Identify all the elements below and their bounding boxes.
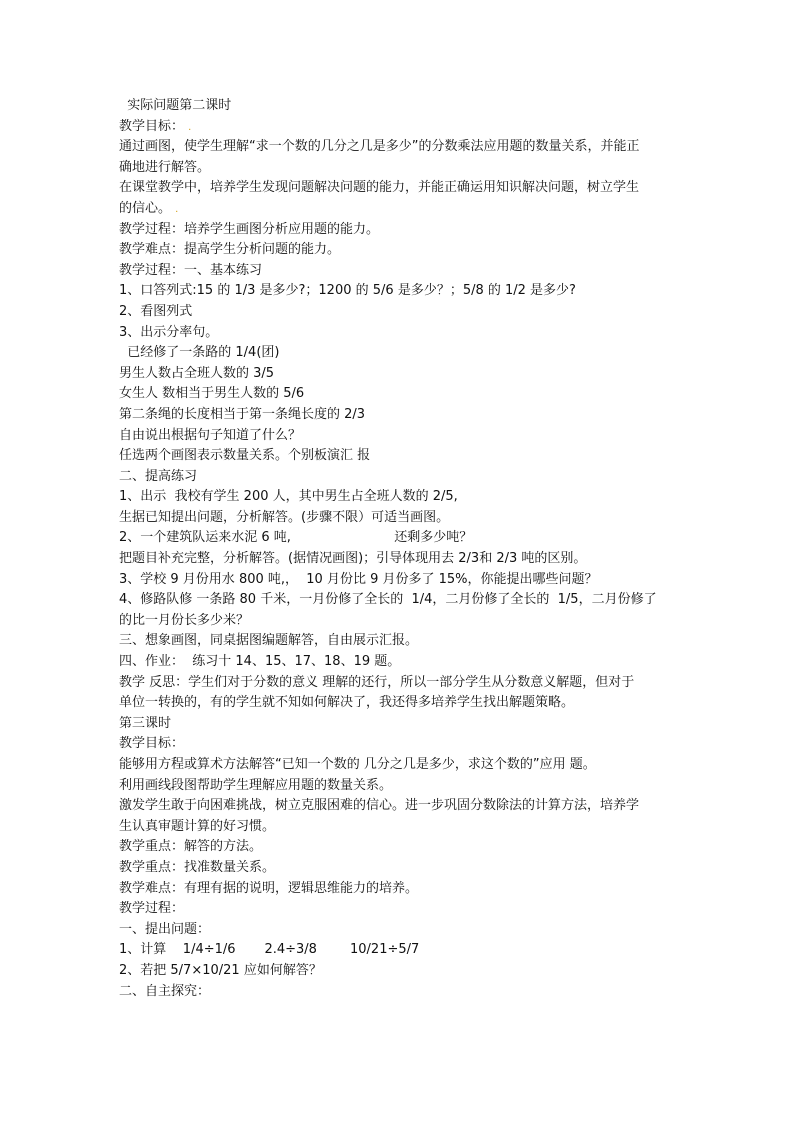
- text-line: 四、作业： 练习十 14、15、17、18、19 题。: [119, 654, 401, 670]
- text-line: 通过画图，使学生理解“求一个数的几分之几是多少”的分数乘法应用题的数量关系，并能正: [119, 139, 640, 155]
- text-line: [119, 199, 679, 220]
- text-line: 自由说出根据句子知道了什么？: [119, 427, 302, 443]
- text-line: 教学 反思：学生们对于分数的意义 理解的还行，所以一部分学生从分数意义解题，但对于: [119, 674, 635, 690]
- text-line: 能够用方程或算术方法解答“已知一个数的 几分之几是多少，求这个数的”应用 题。: [119, 757, 596, 772]
- text-line: 2、一个建筑队运来水泥 6 吨, 还剩多少吨？: [119, 530, 473, 546]
- teaching-goal-heading-text: 教学目标：: [119, 118, 185, 134]
- teaching-goal-heading: [119, 117, 679, 138]
- text-line: 生认真审题计算的好习惯。: [119, 818, 276, 834]
- text-line: 男生人数占全班人数的 3/5: [119, 365, 275, 381]
- edit-mark: .: [188, 121, 192, 133]
- text-line: 的比一月份长多少米？: [119, 612, 250, 628]
- text-line: 二、自主探究：: [119, 983, 211, 999]
- text-line: 2、若把 5/7×10/21 应如何解答？: [119, 962, 322, 978]
- text-line: 第二条绳的长度相当于第一条绳长度的 2/3: [119, 406, 366, 422]
- text-line: 2、看图列式: [119, 303, 193, 319]
- text-line: 4、修路队修 一条路 80 千米，一月份修了全长的 1/4，二月份修了全长的 1/5，二月份修了: [119, 592, 657, 608]
- text-line: 教学过程：: [119, 901, 185, 917]
- section-heading: 第三课时: [119, 715, 172, 731]
- text-line: 1、计算 1/4÷1/6 2.4÷3/8 10/21÷5/7: [119, 942, 420, 958]
- text-line: 教学难点：提高学生分析问题的能力。: [119, 242, 341, 258]
- text-line: 任选两个画图表示数量关系。个别板演汇 报: [119, 448, 371, 464]
- text-line: 单位一转换的，有的学生就不知如何解决了，我还得多培养学生找出解题策略。: [119, 695, 575, 711]
- text-line: 教学过程：一、基本练习: [119, 262, 263, 278]
- text-line: 教学目标：: [119, 736, 185, 752]
- text-line: 3、学校 9 月份用水 800 吨,， 10 月份比 9 月份多了 15%，你能提出哪些问题？: [119, 571, 598, 587]
- text-line: 已经修了一条路的 1/4(团): [119, 345, 280, 361]
- text-line-content: 的信心。: [119, 200, 172, 216]
- text-line: 确地进行解答。: [119, 159, 211, 175]
- text-line: 三、想象画图，同桌据图编题解答，自由展示汇报。: [119, 633, 419, 649]
- document-body: [119, 96, 679, 1002]
- section-heading: 二、提高练习: [119, 468, 198, 484]
- text-line: 教学重点：解答的方法。: [119, 839, 263, 855]
- text-line: 把题目补充完整，分析解答。(据情况画图)；引导体现用去 2/3和 2/3 吨的区别。: [119, 551, 587, 567]
- edit-mark: .: [175, 203, 179, 215]
- text-line: 教学重点：找准数量关系。: [119, 859, 276, 875]
- text-line: 教学难点：有理有据的说明，逻辑思维能力的培养。: [119, 880, 419, 896]
- lesson-title: 实际问题第二课时: [119, 98, 232, 113]
- text-line: 生据已知提出问题，分析解答。(步骤不限）可适当画图。: [119, 509, 450, 525]
- text-line: 3、出示分率句。: [119, 324, 219, 340]
- text-line: 1、出示 我校有学生 200 人，其中男生占全班人数的 2/5,: [119, 489, 458, 505]
- text-line: 一、提出问题：: [119, 921, 211, 937]
- text-line: 在课堂教学中，培养学生发现问题解决问题的能力，并能正确运用知识解决问题，树立学生: [119, 180, 640, 196]
- text-line: 1、口答列式:15 的 1/3 是多少?；1200 的 5/6 是多少？；5/8 的 1/2 是多少?: [119, 283, 576, 299]
- text-line: 激发学生敢于向困难挑战，树立克服困难的信心。进一步巩固分数除法的计算方法，培养学: [119, 798, 640, 814]
- text-line: 教学过程：培养学生画图分析应用题的能力。: [119, 221, 380, 237]
- text-line: 利用画线段图帮助学生理解应用题的数量关系。: [119, 777, 393, 793]
- text-line: 女生人 数相当于男生人数的 5/6: [119, 386, 305, 402]
